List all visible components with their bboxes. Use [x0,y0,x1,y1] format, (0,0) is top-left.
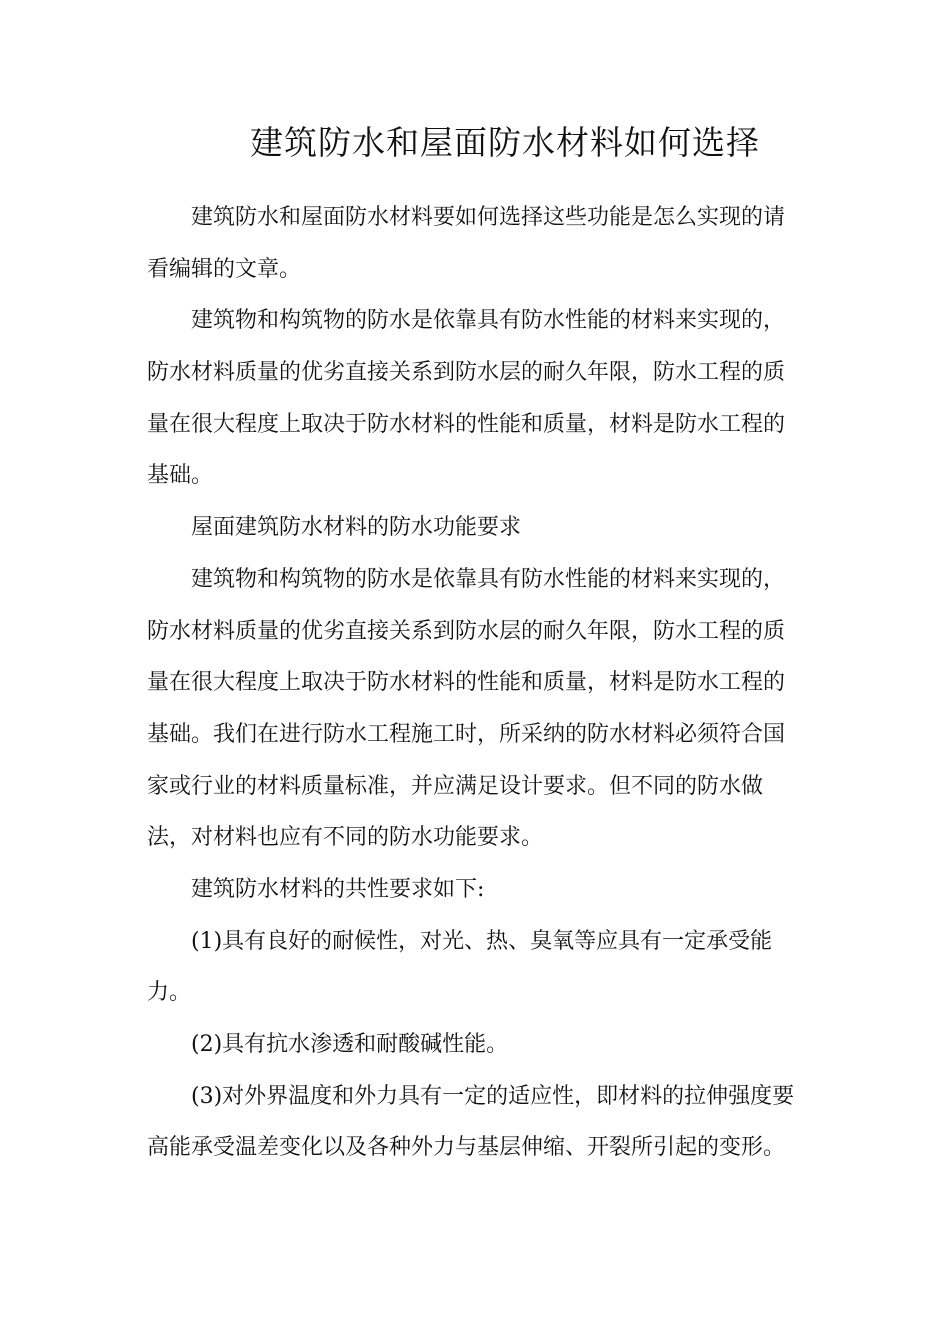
paragraph-line: 建筑物和构筑物的防水是依靠具有防水性能的材料来实现的， [191,308,786,334]
list-item-2 [147,1019,807,1071]
paragraph-line: 防水材料质量的优劣直接关系到防水层的耐久年限，防水工程的质 [147,360,786,386]
document-body [147,192,807,1174]
paragraph-line: 量在很大程度上取决于防水材料的性能和质量，材料是防水工程的 [147,670,786,696]
paragraph-line: 高能承受温差变化以及各种外力与基层伸缩、开裂所引起的变形。 [147,1135,786,1161]
list-item-1 [147,916,807,1019]
paragraph-line: 屋面建筑防水材料的防水功能要求 [191,515,522,541]
paragraph-line: 法，对材料也应有不同的防水功能要求。 [147,825,544,851]
paragraph-line: 基础。 [147,463,214,489]
paragraph-line: (2)具有抗水渗透和耐酸碱性能。 [191,1032,509,1057]
paragraph-line: 基础。我们在进行防水工程施工时，所采纳的防水材料必须符合国 [147,721,786,747]
paragraph-common-requirements [147,864,807,916]
section-heading [147,502,807,554]
list-item-3 [147,1071,807,1174]
paragraph-line: 量在很大程度上取决于防水材料的性能和质量，材料是防水工程的 [147,411,786,437]
document-title: 建筑防水和屋面防水材料如何选择 [250,123,760,162]
paragraph-waterproof-basis [147,295,807,502]
paragraph-requirements [147,554,807,864]
paragraph-line: 力。 [147,980,192,1006]
paragraph-line: 建筑防水和屋面防水材料要如何选择这些功能是怎么实现的请 [191,205,786,230]
paragraph-line: (3)对外界温度和外力具有一定的适应性，即材料的拉伸强度要 [191,1083,795,1109]
paragraph-line: 建筑防水材料的共性要求如下: [191,876,485,902]
paragraph-line: (1)具有良好的耐候性，对光、热、臭氧等应具有一定承受能 [191,928,773,954]
paragraph-line: 防水材料质量的优劣直接关系到防水层的耐久年限，防水工程的质 [147,618,786,644]
paragraph-line: 建筑物和构筑物的防水是依靠具有防水性能的材料来实现的， [191,566,786,592]
paragraph-line: 看编辑的文章。 [147,256,302,282]
paragraph-line: 家或行业的材料质量标准，并应满足设计要求。但不同的防水做 [147,773,764,799]
paragraph-intro [147,192,807,295]
